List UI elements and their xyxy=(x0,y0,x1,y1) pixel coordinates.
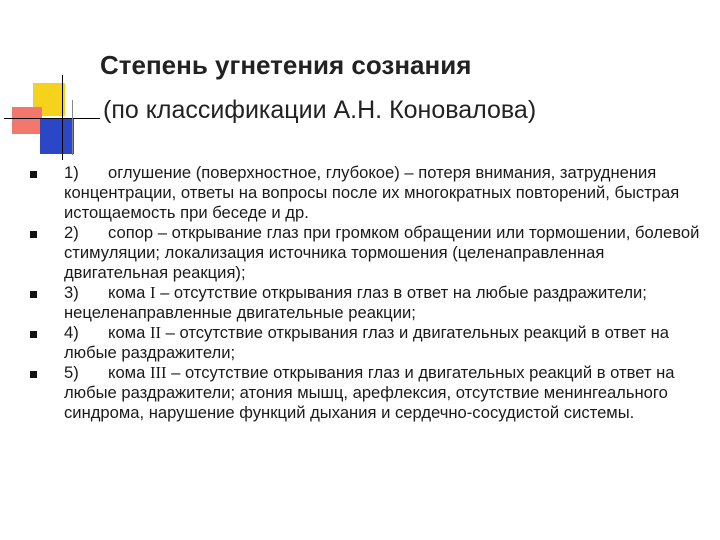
coma-degree: II xyxy=(149,323,161,342)
slide-subtitle: (по классификации А.Н. Коновалова) xyxy=(103,96,537,124)
coma-degree: I xyxy=(149,283,156,302)
item-number: 1) xyxy=(64,163,79,182)
coma-degree: III xyxy=(149,363,167,382)
item-text: – отсутствие открывания глаз в ответ на любые раздражители; нецеленаправленные двигательные реакции; xyxy=(64,283,647,322)
vertical-line-secondary xyxy=(72,100,73,155)
decorative-logo xyxy=(0,0,100,160)
square-bullet-icon xyxy=(30,291,37,298)
list-item xyxy=(30,363,700,423)
item-number: 3) xyxy=(64,283,79,302)
item-number: 5) xyxy=(64,363,79,382)
list-item xyxy=(30,283,700,323)
slide-title: Степень угнетения сознания xyxy=(100,50,472,80)
item-text: – отсутствие открывания глаз и двигательных реакций в ответ на любые раздражители; xyxy=(64,323,669,362)
list-item xyxy=(30,223,700,283)
square-bullet-icon xyxy=(30,371,37,378)
blue-square xyxy=(40,118,74,154)
square-bullet-icon xyxy=(30,171,37,178)
item-number: 4) xyxy=(64,323,79,342)
horizontal-line xyxy=(4,118,100,119)
red-square xyxy=(12,107,42,134)
item-text: оглушение (поверхностное, глубокое) – потеря внимания, затруднения концентрации, ответы на вопросы после их многократных повторений, быстрая истощаемость при беседе и др. xyxy=(64,163,680,222)
item-head: кома xyxy=(108,323,146,342)
item-head: кома xyxy=(108,363,146,382)
list-item xyxy=(30,323,700,363)
item-text: сопор – открывание глаз при громком обращении или тормошении, болевой стимуляции; локализация источника тормошения (целенаправленная двигательная реакция); xyxy=(64,223,700,282)
item-number: 2) xyxy=(64,223,79,242)
item-head: кома xyxy=(108,283,146,302)
classification-list xyxy=(30,163,700,423)
square-bullet-icon xyxy=(30,331,37,338)
list-item xyxy=(30,163,700,223)
square-bullet-icon xyxy=(30,231,37,238)
item-text: – отсутствие открывания глаз и двигательных реакций в ответ на любые раздражители; атония мышц, арефлексия, отсутствие менингеального синдрома, нарушение функций дыхания и сердечно-сосудистой системы. xyxy=(64,363,675,422)
